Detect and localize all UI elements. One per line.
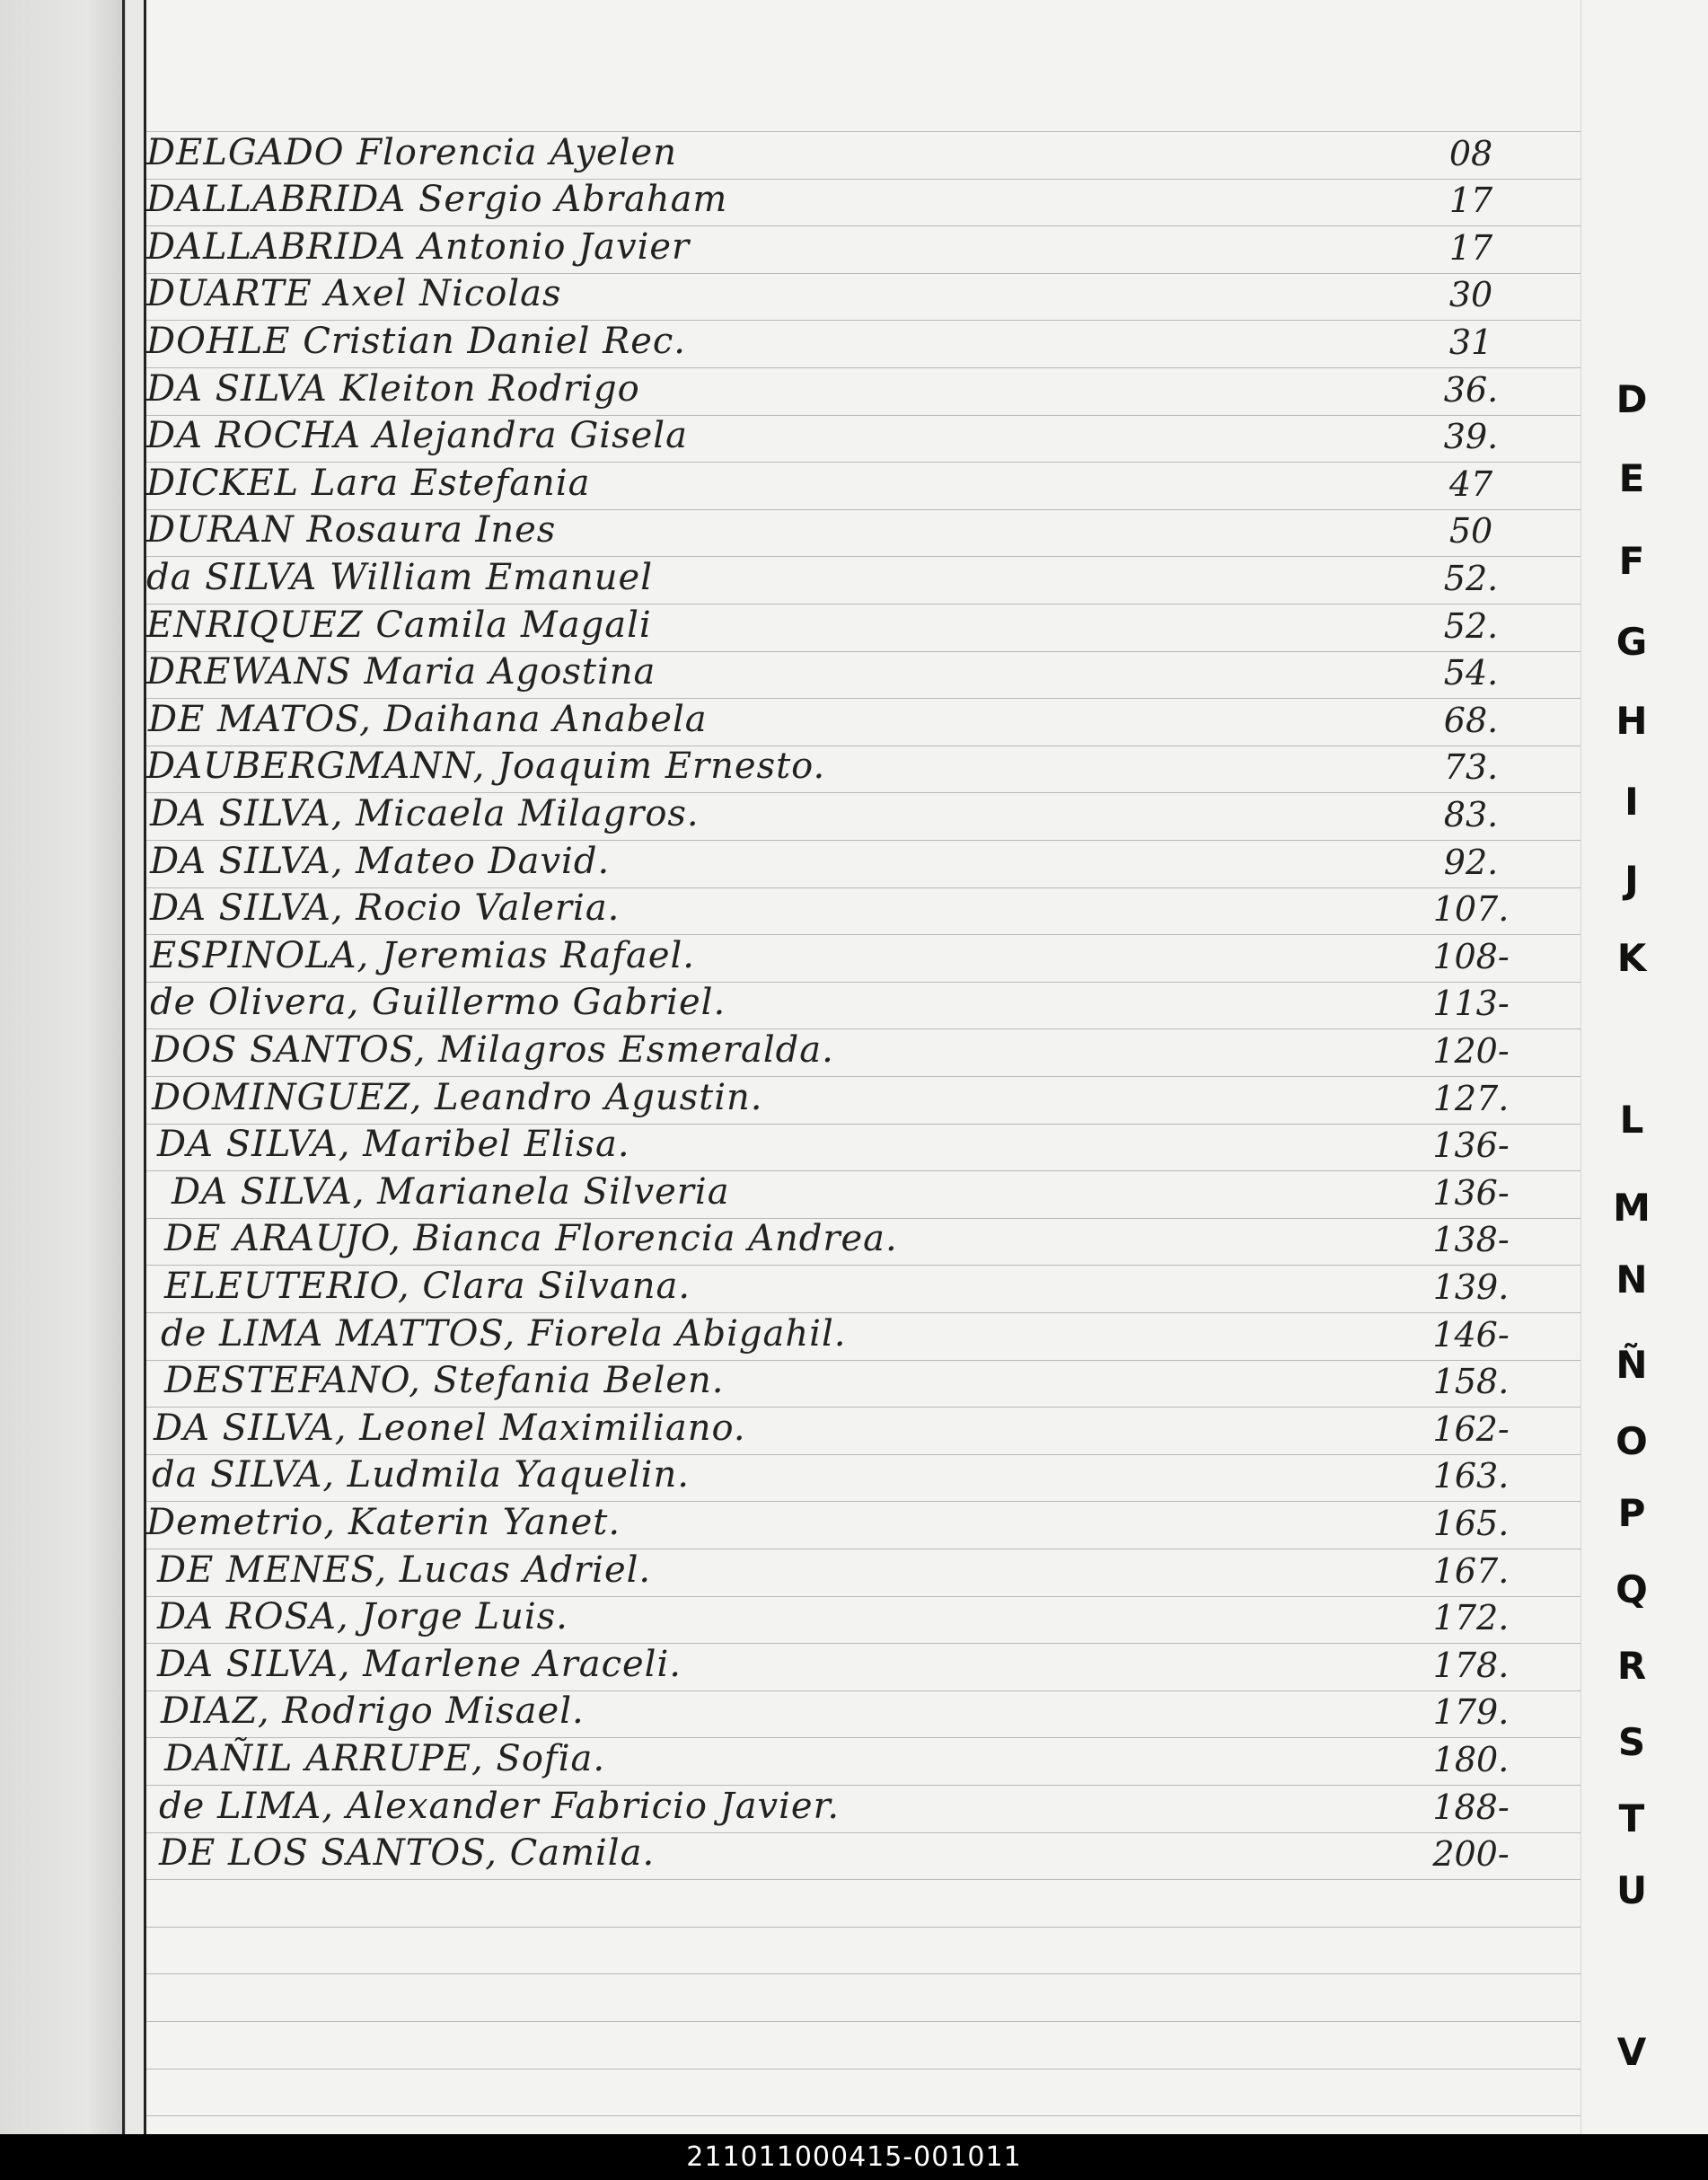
tab-letter[interactable]: V (1616, 2030, 1647, 2074)
entry-number: 08 (1448, 134, 1493, 173)
ledger-entry (146, 1832, 1583, 1877)
entry-name: da SILVA William Emanuel (146, 557, 653, 598)
footer-bar (0, 2134, 1708, 2180)
entry-name: DOHLE Cristian Daniel Rec. (146, 321, 687, 362)
entry-number: 108- (1432, 937, 1510, 976)
document-id: 211011000415-001011 (686, 2141, 1022, 2173)
entry-number: 113- (1432, 984, 1510, 1023)
entry-number: 73. (1443, 747, 1499, 787)
tab-letter[interactable]: N (1616, 1258, 1648, 1302)
entry-name: Demetrio, Katerin Yanet. (146, 1502, 621, 1543)
entry-number: 83. (1443, 795, 1499, 834)
entry-name: DUARTE Axel Nicolas (146, 273, 562, 314)
entry-number: 167. (1432, 1551, 1510, 1591)
ledger-entry (146, 1218, 1583, 1263)
entry-number: 17 (1448, 228, 1493, 268)
ledger-entry (146, 509, 1583, 554)
entry-number: 127. (1432, 1079, 1510, 1118)
ledger-entry (146, 1360, 1583, 1405)
binder-line (122, 0, 125, 2134)
ledger-entry (146, 321, 1583, 366)
entry-name: DAUBERGMANN, Joaquim Ernesto. (146, 746, 826, 787)
ruled-line (146, 1973, 1583, 1974)
ruled-line (146, 2115, 1583, 2116)
ledger-entry (146, 1549, 1583, 1594)
entry-name: DA SILVA, Maribel Elisa. (157, 1124, 630, 1165)
entry-number: 136- (1432, 1173, 1510, 1213)
tab-letter[interactable]: P (1617, 1491, 1646, 1535)
entry-number: 146- (1432, 1315, 1510, 1355)
tab-letter[interactable]: I (1624, 780, 1639, 824)
ledger-entry (146, 557, 1583, 602)
ruled-line (146, 1879, 1583, 1880)
entry-number: 50 (1448, 511, 1493, 551)
entry-name: DA SILVA, Marlene Araceli. (157, 1644, 682, 1685)
tab-letter[interactable]: T (1618, 1796, 1645, 1840)
ledger-entry (146, 1786, 1583, 1831)
entry-number: 52. (1443, 606, 1499, 646)
tab-letter[interactable]: S (1617, 1720, 1646, 1764)
entry-name: DA SILVA Kleiton Rodrigo (146, 368, 640, 410)
ledger-entry (146, 1313, 1583, 1358)
entry-number: 39. (1443, 417, 1499, 456)
ledger-entry (146, 1124, 1583, 1169)
entry-number: 179. (1432, 1692, 1510, 1732)
entry-name: DIAZ, Rodrigo Misael. (161, 1690, 585, 1732)
entry-number: 92. (1443, 843, 1499, 882)
entry-number: 163. (1432, 1456, 1510, 1496)
tab-letter[interactable]: M (1613, 1186, 1651, 1230)
entry-number: 68. (1443, 701, 1499, 740)
entry-name: DICKEL Lara Estefania (146, 463, 591, 504)
entry-name: ELEUTERIO, Clara Silvana. (164, 1266, 691, 1307)
ledger-entry (146, 1502, 1583, 1547)
entry-number: 172. (1432, 1598, 1510, 1637)
entry-name: DE MENES, Lucas Adriel. (157, 1549, 652, 1591)
entry-name: DE LOS SANTOS, Camila. (159, 1832, 656, 1874)
entry-name: DE MATOS, Daihana Anabela (148, 699, 708, 740)
entry-name: DALLABRIDA Antonio Javier (146, 226, 691, 268)
entry-name: DELGADO Florencia Ayelen (146, 132, 677, 173)
ledger-entry (146, 1690, 1583, 1735)
ruled-line (146, 2069, 1583, 2070)
tab-letter[interactable]: Ñ (1616, 1343, 1648, 1387)
entry-number: 17 (1448, 181, 1493, 220)
ledger-entry (146, 226, 1583, 271)
tab-letter[interactable]: R (1616, 1644, 1647, 1688)
ledger-entry (146, 887, 1583, 932)
tab-letter[interactable]: U (1616, 1868, 1648, 1912)
ledger-entry (146, 1738, 1583, 1783)
entry-number: 178. (1432, 1646, 1510, 1685)
binder-edge (0, 0, 126, 2134)
entry-number: 138- (1432, 1220, 1510, 1259)
ledger-entry (146, 1408, 1583, 1452)
tab-letter[interactable]: E (1618, 456, 1645, 500)
entry-number: 120- (1432, 1031, 1510, 1071)
entry-name: DA SILVA, Leonel Maximiliano. (154, 1408, 746, 1449)
entry-name: DALLABRIDA Sergio Abraham (146, 179, 728, 220)
tab-letter[interactable]: O (1616, 1419, 1648, 1463)
ledger-entry (146, 651, 1583, 696)
entry-number: 54. (1443, 653, 1499, 693)
ruled-line (146, 2021, 1583, 2022)
entry-number: 36. (1443, 370, 1499, 410)
ledger-entry (146, 179, 1583, 224)
ledger-entry (146, 1454, 1583, 1499)
tab-letter[interactable]: J (1624, 858, 1639, 902)
ledger-entry (146, 1644, 1583, 1689)
entry-number: 31 (1448, 322, 1493, 362)
tab-letter[interactable]: L (1619, 1098, 1644, 1142)
entry-name: de Olivera, Guillermo Gabriel. (150, 982, 726, 1023)
entry-name: DA ROCHA Alejandra Gisela (146, 415, 688, 456)
entry-number: 200- (1432, 1834, 1510, 1874)
entry-number: 180. (1432, 1740, 1510, 1779)
tab-letter[interactable]: D (1616, 377, 1648, 421)
entry-name: DOMINGUEZ, Leandro Agustin. (152, 1077, 763, 1118)
entry-number: 165. (1432, 1504, 1510, 1543)
entry-number: 107. (1432, 889, 1510, 929)
entry-name: DA ROSA, Jorge Luis. (157, 1596, 568, 1637)
tab-letter[interactable]: H (1616, 699, 1648, 743)
ledger-entry (146, 746, 1583, 790)
tab-letter[interactable]: Q (1616, 1567, 1648, 1611)
entry-number: 158. (1432, 1362, 1510, 1401)
ledger-entry (146, 982, 1583, 1027)
ledger-entry (146, 1171, 1583, 1216)
entry-number: 136- (1432, 1125, 1510, 1165)
tab-letter[interactable]: K (1616, 936, 1647, 980)
tab-letter[interactable]: F (1618, 539, 1645, 583)
entry-name: DA SILVA, Mateo David. (150, 841, 611, 882)
entry-name: DA SILVA, Rocio Valeria. (150, 887, 621, 929)
ruled-line (146, 1927, 1583, 1928)
alphabet-tabs (1580, 0, 1708, 2134)
entry-name: DAÑIL ARRUPE, Sofia. (164, 1738, 606, 1779)
tab-letter[interactable]: G (1616, 620, 1648, 664)
ledger-entry (146, 1596, 1583, 1641)
entry-number: 139. (1432, 1267, 1510, 1307)
entry-number: 30 (1448, 275, 1493, 314)
entry-number: 52. (1443, 559, 1499, 598)
entry-name: de LIMA MATTOS, Fiorela Abigahil. (161, 1313, 847, 1355)
entry-name: DA SILVA, Micaela Milagros. (150, 793, 700, 834)
ledger-entry (146, 841, 1583, 886)
entry-number: 47 (1448, 464, 1493, 504)
ledger-entry (146, 1029, 1583, 1074)
entry-name: DA SILVA, Marianela Silveria (172, 1171, 730, 1213)
ledger-entry (146, 132, 1583, 177)
ledger-entry (146, 605, 1583, 649)
ledger-entry (146, 793, 1583, 838)
ledger-entry (146, 273, 1583, 318)
entry-name: da SILVA, Ludmila Yaquelin. (152, 1454, 690, 1496)
ledger-page (144, 0, 1583, 2134)
entry-name: ESPINOLA, Jeremias Rafael. (150, 935, 696, 976)
ledger-entry (146, 699, 1583, 744)
entry-number: 188- (1432, 1787, 1510, 1827)
entry-name: de LIMA, Alexander Fabricio Javier. (159, 1786, 841, 1827)
ledger-entry (146, 368, 1583, 413)
entry-name: DREWANS Maria Agostina (146, 651, 656, 693)
entry-number: 162- (1432, 1409, 1510, 1449)
entry-name: DESTEFANO, Stefania Belen. (164, 1360, 725, 1401)
entry-name: DOS SANTOS, Milagros Esmeralda. (152, 1029, 834, 1071)
ledger-entry (146, 1266, 1583, 1311)
ledger-entry (146, 1077, 1583, 1122)
ledger-entry (146, 463, 1583, 507)
entry-name: DURAN Rosaura Ines (146, 509, 557, 551)
ledger-entry (146, 935, 1583, 980)
ledger-entry (146, 415, 1583, 460)
entry-name: DE ARAUJO, Bianca Florencia Andrea. (164, 1218, 898, 1259)
entry-name: ENRIQUEZ Camila Magali (146, 605, 652, 646)
